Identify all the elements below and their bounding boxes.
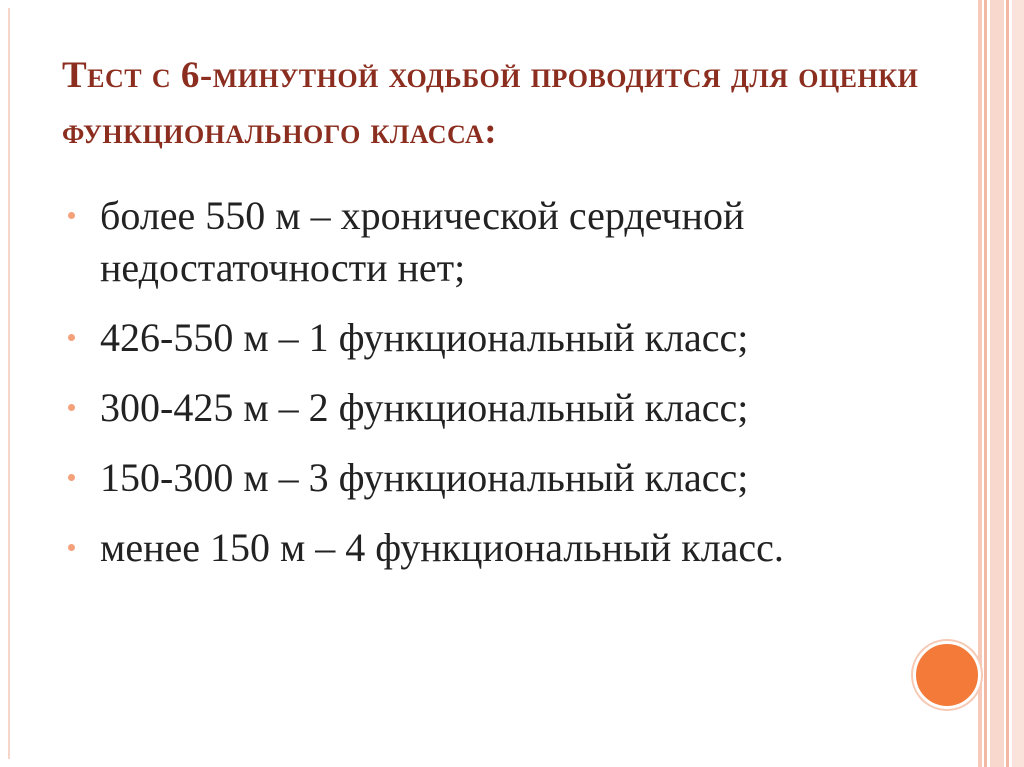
bullet-text: менее 150 м – 4 функциональный класс. [100,525,784,570]
bullet-icon [68,474,75,481]
list-item [62,452,942,504]
list-item [62,522,942,574]
decorative-stripe [990,0,1004,767]
bullet-icon [68,404,75,411]
decorative-stripe [978,0,982,767]
list-item [62,312,942,364]
list-item [62,190,942,294]
bullet-list [62,190,942,592]
accent-circle-icon [913,641,981,709]
slide-title: Тест с 6-минутной ходьбой проводится для оценки функционального класса: [62,55,919,152]
bullet-text: более 550 м – хронической сердечной недостаточности нет; [100,193,745,290]
decorative-stripe [1006,0,1009,767]
list-item [62,382,942,434]
left-border-line [8,8,10,759]
bullet-icon [68,334,75,341]
decorative-stripe [984,0,987,767]
bullet-text: 300-425 м – 2 функциональный класс; [100,385,749,430]
bullet-text: 150-300 м – 3 функциональный класс; [100,455,749,500]
bullet-icon [68,212,75,219]
bullet-text: 426-550 м – 1 функциональный класс; [100,315,749,360]
bullet-icon [68,544,75,551]
decorative-stripe [1012,0,1024,767]
